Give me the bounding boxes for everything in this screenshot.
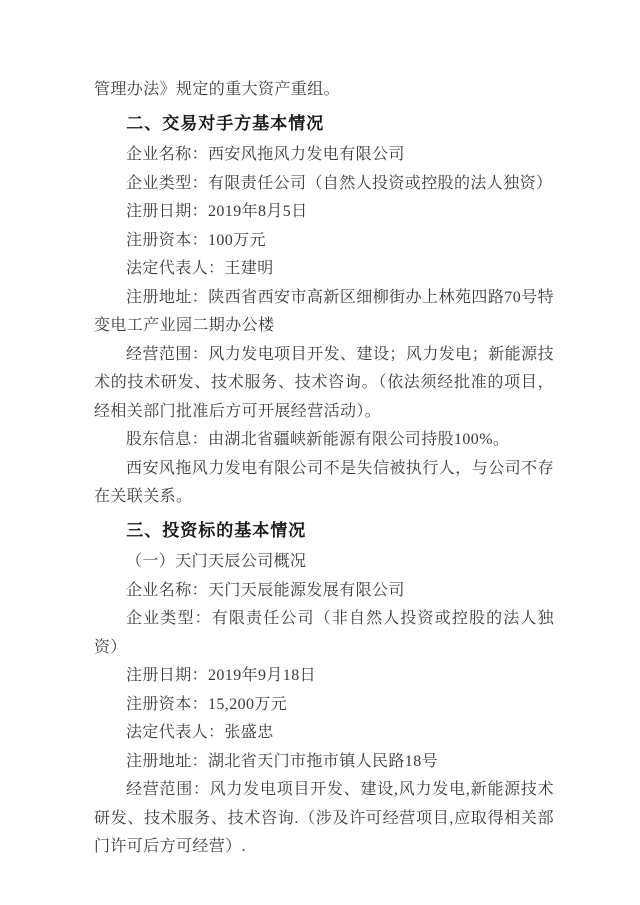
paragraph-shareholder-info: 股东信息：由湖北省疆峡新能源有限公司持股100%。 [126, 431, 510, 448]
paragraph-registered-address: 注册地址：湖北省天门市拖市镇人民路18号 [126, 752, 439, 770]
paragraph-registration-date: 注册日期：2019年9月18日 [126, 667, 317, 684]
paragraph-business-scope: 经营范围：风力发电项目开发、建设；风力发电；新能源技术的技术研发、技术服务、技术咨询。（依法须经批准的项目，经相关部门批准后方可开展经营活动）。 [94, 345, 554, 420]
paragraph-legal-representative: 法定代表人：张盛忠 [126, 724, 274, 741]
section-heading-counterparty: 二、交易对手方基本情况 [126, 113, 325, 133]
paragraph-company-type: 企业类型：有限责任公司（非自然人投资或控股的法人独资） [94, 610, 554, 656]
intro-continuation-line: 管理办法》规定的重大资产重组。 [94, 81, 341, 98]
paragraph-legal-representative: 法定代表人：王建明 [126, 260, 274, 277]
paragraph-business-scope: 经营范围：风力发电项目开发、建设,风力发电,新能源技术研发、技术服务、技术咨询.（涉及许可经营项目,应取得相关部门许可后方可经营）. [94, 781, 554, 855]
section-heading-investment-target: 三、投资标的基本情况 [126, 520, 307, 540]
paragraph-registered-address: 注册地址：陕西省西安市高新区细柳街办上林苑四路70号特变电工产业园二期办公楼 [94, 288, 554, 334]
paragraph-registered-capital: 注册资本：100万元 [126, 231, 267, 249]
paragraph-subsection-title: （一）天门天辰公司概况 [126, 553, 307, 570]
paragraph-registration-date: 注册日期：2019年8月5日 [126, 203, 308, 220]
paragraph-company-type: 企业类型：有限责任公司（自然人投资或控股的法人独资） [126, 174, 553, 192]
paragraph-company-name: 企业名称：天门天辰能源发展有限公司 [126, 581, 405, 599]
paragraph-credit-statement: 西安风拖风力发电有限公司不是失信被执行人，与公司不存在关联关系。 [94, 459, 554, 505]
paragraph-company-name: 企业名称：西安风拖风力发电有限公司 [126, 146, 405, 163]
paragraph-registered-capital: 注册资本：15,200万元 [126, 695, 288, 713]
